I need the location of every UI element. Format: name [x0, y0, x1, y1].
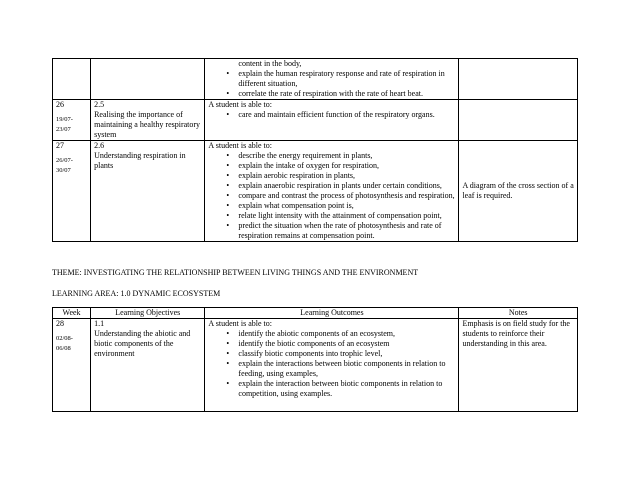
week-number: 27 — [56, 141, 64, 150]
objective-cell — [91, 59, 205, 100]
outcome-cell — [205, 141, 459, 242]
objective-number: 2.6 — [94, 141, 105, 150]
week-date: 26/07-30/07 — [56, 157, 73, 174]
week-cell — [53, 59, 91, 100]
table-row — [53, 141, 578, 242]
outcome-item: • explain what compensation point is, — [238, 201, 455, 211]
objective-number: 1.1 — [94, 319, 105, 328]
notes-cell — [459, 141, 578, 242]
outcome-item: • explain aerobic respiration in plants, — [238, 171, 455, 181]
objective-text: Understanding respiration in plants — [94, 151, 186, 170]
column-header-week: Week — [53, 308, 91, 319]
outcome-item: • describe the energy requirement in plants, — [238, 151, 455, 161]
column-header-notes: Notes — [459, 308, 578, 319]
outcome-item: • relate light intensity with the attainment of compensation point, — [238, 211, 455, 221]
outcome-cell — [205, 59, 459, 100]
week-number: 28 — [56, 319, 64, 328]
notes-text: A diagram of the cross section of a leaf is required. — [462, 181, 574, 200]
outcome-item: • explain the interaction between biotic components in relation to competition, using examples. — [238, 379, 455, 399]
notes-cell — [459, 100, 578, 141]
scheme-table-respiration — [52, 58, 578, 242]
week-number: 26 — [56, 100, 64, 109]
week-date: 19/07-23/07 — [56, 116, 73, 133]
outcome-list — [208, 329, 455, 399]
outcome-item: • explain anaerobic respiration in plants under certain conditions, — [238, 181, 455, 191]
outcome-item: • compare and contrast the process of photosynthesis and respiration, — [238, 191, 455, 201]
table-header-row — [53, 308, 578, 319]
outcome-item: • identify the biotic components of an ecosystem — [238, 339, 455, 349]
outcome-item: • explain the human respiratory response and rate of respiration in different situation, — [238, 69, 455, 89]
notes-cell — [459, 59, 578, 100]
scheme-table-ecosystem — [52, 307, 578, 412]
objective-text: Understanding the abiotic and biotic components of the environment — [94, 329, 191, 358]
objective-text: Realising the importance of maintaining a healthy respiratory system — [94, 110, 201, 139]
outcome-item: • explain the intake of oxygen for respiration, — [238, 161, 455, 171]
objective-number: 2.5 — [94, 100, 105, 109]
outcome-intro: A student is able to: — [208, 100, 272, 109]
column-header-objectives: Learning Objectives — [91, 308, 205, 319]
outcome-item: • explain the interactions between biotic components in relation to feeding, using examples, — [238, 359, 455, 379]
outcome-continued-text: content in the body, — [238, 59, 302, 68]
outcome-cell — [205, 100, 459, 141]
objective-cell — [91, 319, 205, 412]
outcome-item: • classify biotic components into trophic level, — [238, 349, 455, 359]
column-header-outcomes: Learning Outcomes — [205, 308, 459, 319]
theme-heading: THEME: INVESTIGATING THE RELATIONSHIP BETWEEN LIVING THINGS AND THE ENVIRONMENT — [52, 268, 419, 277]
week-cell — [53, 141, 91, 242]
table-row — [53, 100, 578, 141]
outcome-intro: A student is able to: — [208, 141, 272, 150]
objective-cell — [91, 100, 205, 141]
outcome-cell — [205, 319, 459, 412]
week-date: 02/08-06/08 — [56, 335, 73, 352]
notes-cell — [459, 319, 578, 412]
table-row — [53, 319, 578, 412]
week-cell — [53, 319, 91, 412]
week-cell — [53, 100, 91, 141]
outcome-item: • identify the abiotic components of an ecosystem, — [238, 329, 455, 339]
outcome-list — [208, 69, 455, 99]
outcome-item: • correlate the rate of respiration with the rate of heart beat. — [238, 89, 455, 99]
outcome-list — [208, 151, 455, 241]
outcome-item: • care and maintain efficient function of the respiratory organs. — [238, 110, 455, 120]
outcome-item: • predict the situation when the rate of photosynthesis and rate of respiration remains at compensation point. — [238, 221, 455, 241]
learning-area-heading: LEARNING AREA: 1.0 DYNAMIC ECOSYSTEM — [52, 289, 221, 298]
outcome-intro: A student is able to: — [208, 319, 272, 328]
outcome-list — [208, 110, 455, 120]
objective-cell — [91, 141, 205, 242]
table-row — [53, 59, 578, 100]
notes-text: Emphasis is on field study for the students to reinforce their understanding in this area. — [462, 319, 570, 348]
